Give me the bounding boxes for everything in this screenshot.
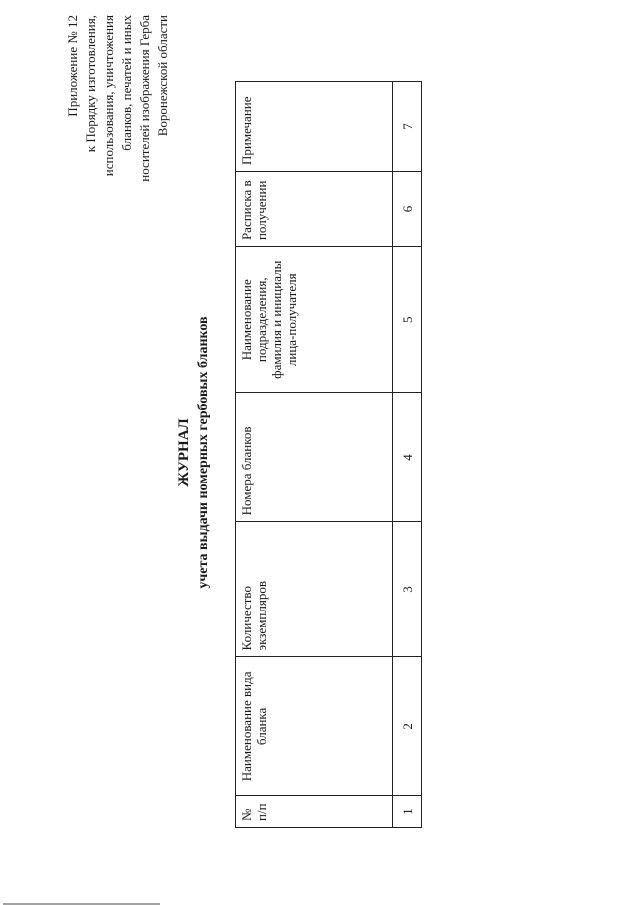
appendix-line: бланков, печатей и иных — [119, 15, 134, 151]
header-cell-number: № п/п — [236, 796, 393, 828]
header-cell-form-numbers: Номера бланков — [236, 393, 393, 522]
column-number-cell: 1 — [393, 796, 422, 828]
appendix-line: к Порядку изготовления, — [83, 15, 98, 153]
journal-subtitle: учета выдачи номерных гербовых бланков — [196, 316, 211, 589]
header-cell-copies: Количество экземпляров — [236, 522, 393, 657]
header-cell-form-type: Наименование вида бланка — [236, 657, 393, 796]
header-cell-note: Примечание — [236, 82, 393, 172]
column-number-cell: 7 — [393, 82, 422, 172]
header-cell-receipt: Расписка в получении — [236, 172, 393, 247]
column-number-cell: 4 — [393, 393, 422, 522]
column-number-cell: 2 — [393, 657, 422, 796]
appendix-line: носителей изображения Герба — [137, 15, 152, 182]
column-number-cell: 5 — [393, 247, 422, 393]
appendix-line: Воронежской области — [155, 15, 170, 137]
column-number-cell: 3 — [393, 522, 422, 657]
journal-title: ЖУРНАЛ — [176, 418, 192, 487]
appendix-line: использования, уничтожения — [101, 15, 116, 177]
column-number-cell: 6 — [393, 172, 422, 247]
header-cell-recipient: Наименование подразделения, фамилия и инициалы лица-получателя — [236, 247, 393, 393]
appendix-line: Приложение № 12 — [65, 15, 80, 117]
